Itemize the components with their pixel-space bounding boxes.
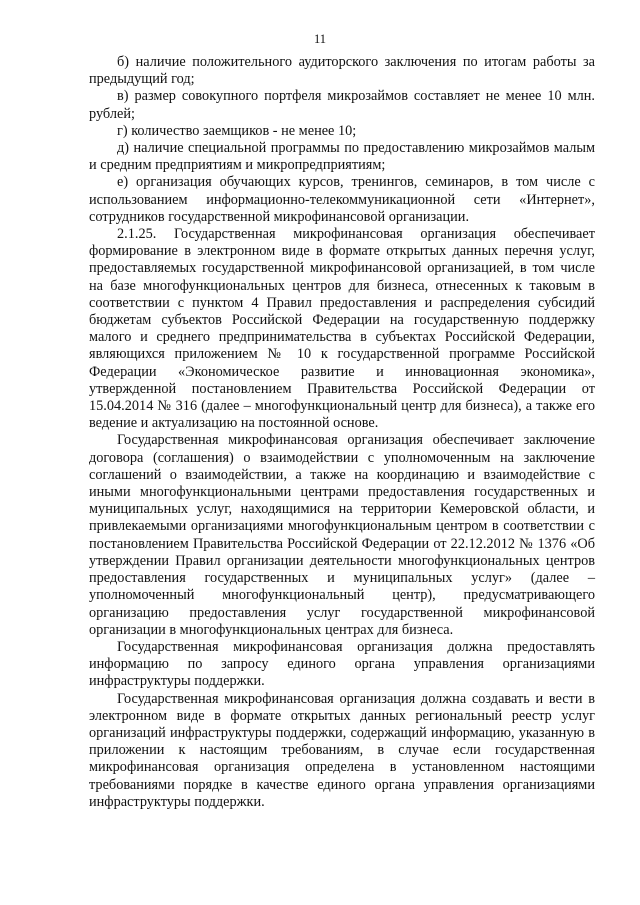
paragraph-information: Государственная микрофинансовая организация должна предоставлять информацию по запросу единого органа управления организациями инфраструктуры поддержки. [89,638,595,690]
paragraph-d: д) наличие специальной программы по предоставлению микрозаймов малым и средним предприятиям и микропредприятиям; [89,140,595,174]
document-body [89,54,595,811]
paragraph-e: е) организация обучающих курсов, тренингов, семинаров, в том числе с использованием информационно-телекоммуникационной сети «Интернет», сотрудников государственной микрофинансовой организации. [89,174,595,225]
page-number: 11 [313,32,327,46]
paragraph-2-1-25: 2.1.25. Государственная микрофинансовая организация обеспечивает формирование в электронном виде в формате открытых данных перечня услуг, предоставляемых государственной микрофинансовой организацией, в том числе на базе многофункциональных центров для бизнеса, отнесенных к таковым в соответствии с пунктом 4 Правил предоставления и распределения субсидий бюджетам субъектов Российской Федерации на государственную поддержку малого и среднего предпринимательства в субъектах Российской Федерации, являющихся приложением № 10 к государственной программе Российской Федерации «Экономическое развитие и инновационная экономика», утвержденной постановлением Правительства Российской Федерации от 15.04.2014 № 316 (далее – многофункциональный центр для бизнеса), а также его ведение и актуализацию на постоянной основе. [89,226,595,432]
paragraph-v: в) размер совокупного портфеля микрозаймов составляет не менее 10 млн. рублей; [89,88,595,122]
paragraph-agreement: Государственная микрофинансовая организация обеспечивает заключение договора (соглашения) о взаимодействии с уполномоченным на заключение соглашений о взаимодействии, а также на координацию и взаимодействие с иными многофункциональными центрами предоставления государственных и муниципальных услуг, находящимися на территории Кемеровской области, и привлекаемыми организациями многофункциональным центром в соответствии с постановлением Правительства Российской Федерации от 22.12.2012 № 1376 «Об утверждении Правил организации деятельности многофункциональных центров предоставления государственных и муниципальных услуг» (далее – уполномоченный многофункциональный центр), предусматривающего организацию предоставления услуг государственной микрофинансовой организации в многофункциональных центрах для бизнеса. [89,432,595,638]
paragraph-registry: Государственная микрофинансовая организация должна создавать и вести в электронном виде в формате открытых данных региональный реестр услуг организаций инфраструктуры поддержки, содержащий информацию, указанную в приложении к настоящим требованиям, в случае если государственная микрофинансовая организация определена в установленном настоящими требованиями порядке в качестве единого органа управления организациями инфраструктуры поддержки. [89,690,595,810]
paragraph-b: б) наличие положительного аудиторского заключения по итогам работы за предыдущий год; [89,54,595,88]
paragraph-g: г) количество заемщиков - не менее 10; [117,122,357,139]
